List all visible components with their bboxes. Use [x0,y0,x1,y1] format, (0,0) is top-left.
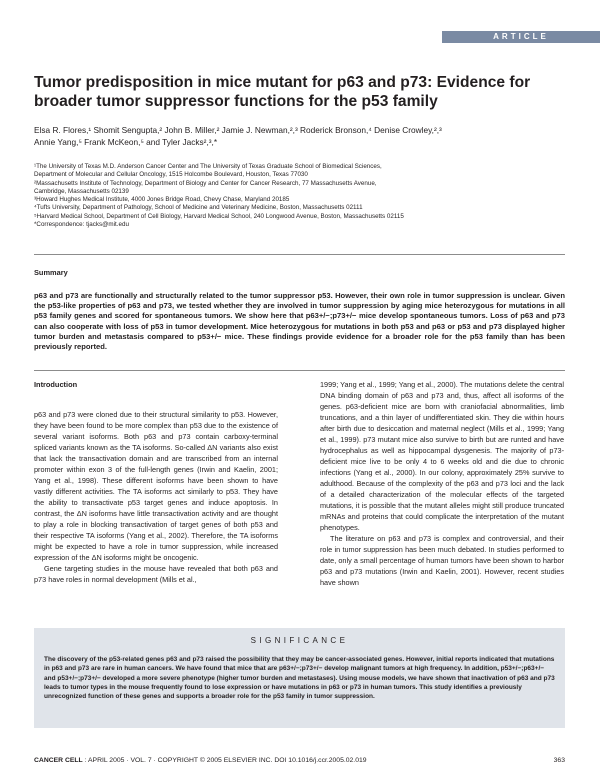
divider [34,370,565,371]
introduction-heading: Introduction [34,380,78,389]
affiliation-line: Department of Molecular and Cellular Oncology, 1515 Holcombe Boulevard, Houston, Texas 77030 [34,171,308,179]
divider [34,254,565,255]
footer-citation [34,757,367,764]
body-paragraph: The literature on p63 and p73 is complex and controversial, and their role in tumor suppression has been much debated. In studies performed to date, only a small percentage of human tumors have been shown to harbor p63 and p73 mutations (Irwin and Kaelin, 2001). However, recent studies have shown [320,534,564,587]
summary-text: p63 and p73 are functionally and structurally related to the tumor suppressor p53. However, their own role in tumor suppression is unclear. Given the p53-like properties of p63 and p73, we tested whether they are involved in tumor suppression by aging mice heterozygous for mutations in all p53 family genes and scored for spontaneous tumors. We show here that p63+/−;p73+/− mice develop spontaneous tumors. Loss of p63 and p73 can also cooperate with loss of p53 in tumor development. Mice heterozygous for mutations in both p53 and p63 or p53 and p73 displayed higher tumor burden and metastasis compared to p53+/− mice. These findings provide evidence for a broader role for the p53 family than has been previously reported. [34,291,565,352]
author-list [34,125,574,148]
affiliation-line: ³Howard Hughes Medical Institute, 4000 Jones Bridge Road, Chevy Chase, Maryland 20185 [34,196,290,204]
significance-heading: SIGNIFICANCE [250,636,349,645]
page-number: 363 [553,757,565,764]
correspondence-line: *Correspondence: tjacks@mit.edu [34,221,129,229]
right-column [320,379,564,588]
journal-name: CANCER CELL [34,757,83,764]
author-line-1: Elsa R. Flores,¹ Shomit Sengupta,² John B. Miller,² Jamie J. Newman,²,³ Roderick Bronson,⁴ Denise Crowley,²,³ [34,125,442,135]
affiliation-line: ²Massachusetts Institute of Technology, Department of Biology and Center for Cancer Research, 77 Massachusetts Avenue, [34,179,377,187]
section-label: ARTICLE [442,31,600,43]
left-column [34,379,278,585]
significance-text: The discovery of the p53-related genes p63 and p73 raised the possibility that they may be cancer-associated genes. However, initial reports indicated that mutations in p63 and p73 are rare in human cancers. We have found that mice that are p63+/−;p73+/− develop malignant tumors at high frequency. In addition, p53+/−;p63+/− and p53+/−;p73+/− developed a more severe phenotype (higher tumor burden and metastases). Using mouse models, we have shown that inactivation of p63 and p73 leads to tumor types in the mouse frequently found to lose expression or have mutations in p63 or p73 in human tumors. This study identifies a previously unrecognized function of these genes and supports a broader role for the p53 family in tumor suppression. [44,656,555,701]
affiliation-line: ⁵Harvard Medical School, Department of Cell Biology, Harvard Medical School, 240 Longwood Avenue, Boston, Massachusetts 02115 [34,212,404,220]
affiliation-line: ¹The University of Texas M.D. Anderson Cancer Center and The University of Texas Graduate School of Biomedical Sciences, [34,163,382,170]
body-paragraph: p63 and p73 were cloned due to their structural similarity to p53. However, they have been found to be more complex than p53 due to the existence of several variant isoforms. Both p63 and p73 contain carboxy-terminal spliced variants known as the TA isoforms. So-called ΔN variants also exist that lack the transactivation domain and are transcribed from an internal promoter within exon 3 of the full-length genes (Irwin and Kaelin, 2001; Yang et al., 1998). These different isoforms have been shown to have vastly different activities. The TA isoforms act similarly to p53. They have the ability to transactivate p53 target genes and induce apoptosis. In contrast, the ΔN isoforms have little transactivation activity and are thought to play a role in blocking transactivation of target genes of both p53 and their respective TA isoforms (Yang et al., 2002). Therefore, the TA isoforms might be expected to have a role in tumor suppression, while increased expression of the ΔN isoforms might be oncogenic. [34,410,278,562]
body-paragraph: Gene targeting studies in the mouse have revealed that both p63 and p73 have roles in normal development (Mills et al., [34,564,278,584]
affiliation-line: ⁴Tufts University, Department of Pathology, School of Medicine and Veterinary Medicine, Boston, Massachusetts 02111 [34,204,363,212]
summary-heading: Summary [34,268,68,277]
issue-details: : APRIL 2005 · VOL. 7 · COPYRIGHT © 2005 ELSEVIER INC. DOI 10.1016/j.ccr.2005.02.019 [82,757,367,764]
affiliation-line: Cambridge, Massachusetts 02139 [34,187,129,195]
article-title: Tumor predisposition in mice mutant for p63 and p73: Evidence for broader tumor suppressor functions for the p53 family [34,74,531,110]
affiliations [34,163,579,229]
body-paragraph: 1999; Yang et al., 1999; Yang et al., 2000). The mutations delete the central DNA binding domain of p63 and p73 and, thus, affect all isoforms of the genes. p63-deficient mice are born with craniofacial abnormalities, limb truncations, and a thin layer of undifferentiated skin. They die within hours after birth due to desiccation and maternal neglect (Mills et al., 1999; Yang et al., 1999). p73 mutant mice also survive to birth but are runted and have hydrocephalus as well as hippocampal dysgenesis. The majority of p73-deficient mice live to be only 4 to 6 weeks old and die due to chronic infections (Yang et al., 2000). In our colony, approximately 25% survive to adulthood. Because of the complexity of the p63 and p73 loci and the lack of a detailed characterization of the molecular effects of the targeted mutations, it is possible that the mutant alleles might still produce truncated mRNAs and proteins that could complicate the interpretation of the mutant phenotypes. [320,380,564,532]
author-line-2: Annie Yang,⁵ Frank McKeon,⁵ and Tyler Jacks²,³,* [34,136,218,147]
